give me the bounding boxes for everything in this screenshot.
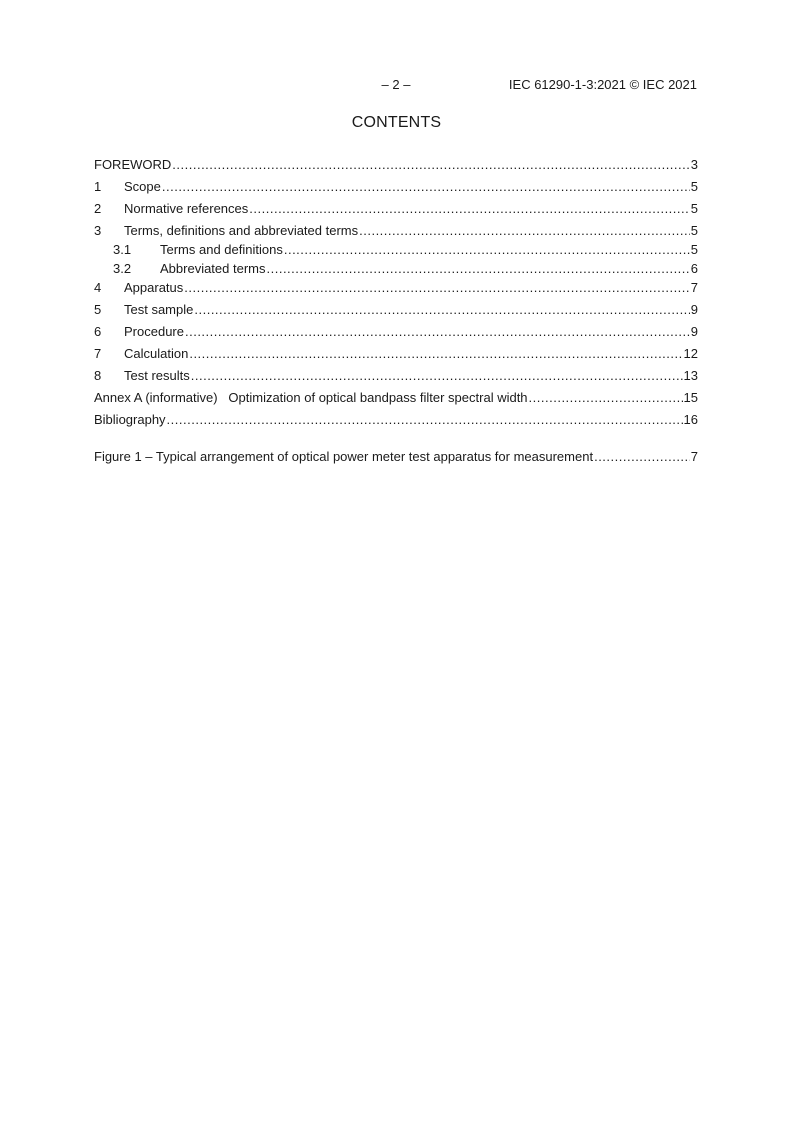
toc-page: 16 bbox=[683, 412, 698, 427]
toc-title: Test sample bbox=[124, 302, 194, 317]
toc-page: 5 bbox=[690, 179, 698, 194]
toc-page: 7 bbox=[690, 449, 698, 464]
toc-page: 7 bbox=[690, 280, 698, 295]
document-identifier: IEC 61290-1-3:2021 © IEC 2021 bbox=[508, 77, 697, 92]
toc-entry-normative-references[interactable] bbox=[94, 201, 698, 216]
toc-number: 4 bbox=[94, 280, 102, 295]
toc-page: 15 bbox=[683, 390, 698, 405]
dot-leader bbox=[172, 157, 689, 172]
toc-title: Terms and definitions bbox=[160, 242, 283, 257]
toc-title: Normative references bbox=[124, 201, 249, 216]
toc-number: 1 bbox=[94, 179, 102, 194]
dot-leader bbox=[249, 201, 689, 216]
dot-leader bbox=[191, 368, 683, 383]
toc-title: Procedure bbox=[124, 324, 184, 339]
toc-entry-abbreviated-terms[interactable] bbox=[113, 261, 698, 276]
toc-page: 3 bbox=[690, 157, 698, 172]
dot-leader bbox=[167, 412, 683, 427]
toc-page: 5 bbox=[690, 201, 698, 216]
dot-leader bbox=[359, 223, 690, 238]
toc-page: 5 bbox=[690, 242, 698, 257]
toc-title: Figure 1 – Typical arrangement of optical power meter test apparatus for measurement bbox=[94, 449, 594, 464]
dot-leader bbox=[189, 346, 682, 361]
toc-page: 13 bbox=[683, 368, 698, 383]
toc-title: Terms, definitions and abbreviated terms bbox=[124, 223, 359, 238]
toc-entry-annex-a[interactable] bbox=[94, 390, 698, 405]
dot-leader bbox=[284, 242, 690, 257]
toc-entry-terms-definitions[interactable] bbox=[94, 223, 698, 238]
toc-title: FOREWORD bbox=[94, 157, 172, 172]
toc-title: Scope bbox=[124, 179, 161, 194]
dot-leader bbox=[185, 324, 690, 339]
toc-number: 6 bbox=[94, 324, 102, 339]
dot-leader bbox=[529, 390, 683, 405]
toc-entry-foreword[interactable] bbox=[94, 157, 698, 172]
toc-page: 12 bbox=[683, 346, 698, 361]
dot-leader bbox=[162, 179, 690, 194]
toc-entry-test-sample[interactable] bbox=[94, 302, 698, 317]
toc-title: Bibliography bbox=[94, 412, 166, 427]
table-of-contents bbox=[94, 157, 698, 464]
toc-page: 9 bbox=[690, 302, 698, 317]
toc-number: 2 bbox=[94, 201, 102, 216]
toc-number: 5 bbox=[94, 302, 102, 317]
toc-entry-figure-1[interactable] bbox=[94, 449, 698, 464]
toc-entry-calculation[interactable] bbox=[94, 346, 698, 361]
toc-entry-test-results[interactable] bbox=[94, 368, 698, 383]
toc-title: Abbreviated terms bbox=[160, 261, 266, 276]
toc-page: 5 bbox=[690, 223, 698, 238]
toc-page: 6 bbox=[690, 261, 698, 276]
toc-entry-apparatus[interactable] bbox=[94, 280, 698, 295]
toc-title: Calculation bbox=[124, 346, 189, 361]
dot-leader bbox=[184, 280, 690, 295]
toc-entry-procedure[interactable] bbox=[94, 324, 698, 339]
contents-title: CONTENTS bbox=[351, 114, 442, 131]
toc-entry-scope[interactable] bbox=[94, 179, 698, 194]
dot-leader bbox=[194, 302, 689, 317]
toc-title: Annex A (informative) Optimization of optical bandpass filter spectral width bbox=[94, 390, 528, 405]
toc-title: Apparatus bbox=[124, 280, 184, 295]
page-number: – 2 – bbox=[381, 77, 411, 92]
toc-title: Test results bbox=[124, 368, 190, 383]
toc-number: 3.1 bbox=[113, 242, 132, 257]
toc-entry-bibliography[interactable] bbox=[94, 412, 698, 427]
toc-number: 3.2 bbox=[113, 261, 132, 276]
dot-leader bbox=[267, 261, 690, 276]
dot-leader bbox=[594, 449, 690, 464]
toc-number: 7 bbox=[94, 346, 102, 361]
toc-page: 9 bbox=[690, 324, 698, 339]
toc-entry-terms-and-definitions[interactable] bbox=[113, 242, 698, 257]
toc-number: 8 bbox=[94, 368, 102, 383]
toc-number: 3 bbox=[94, 223, 102, 238]
